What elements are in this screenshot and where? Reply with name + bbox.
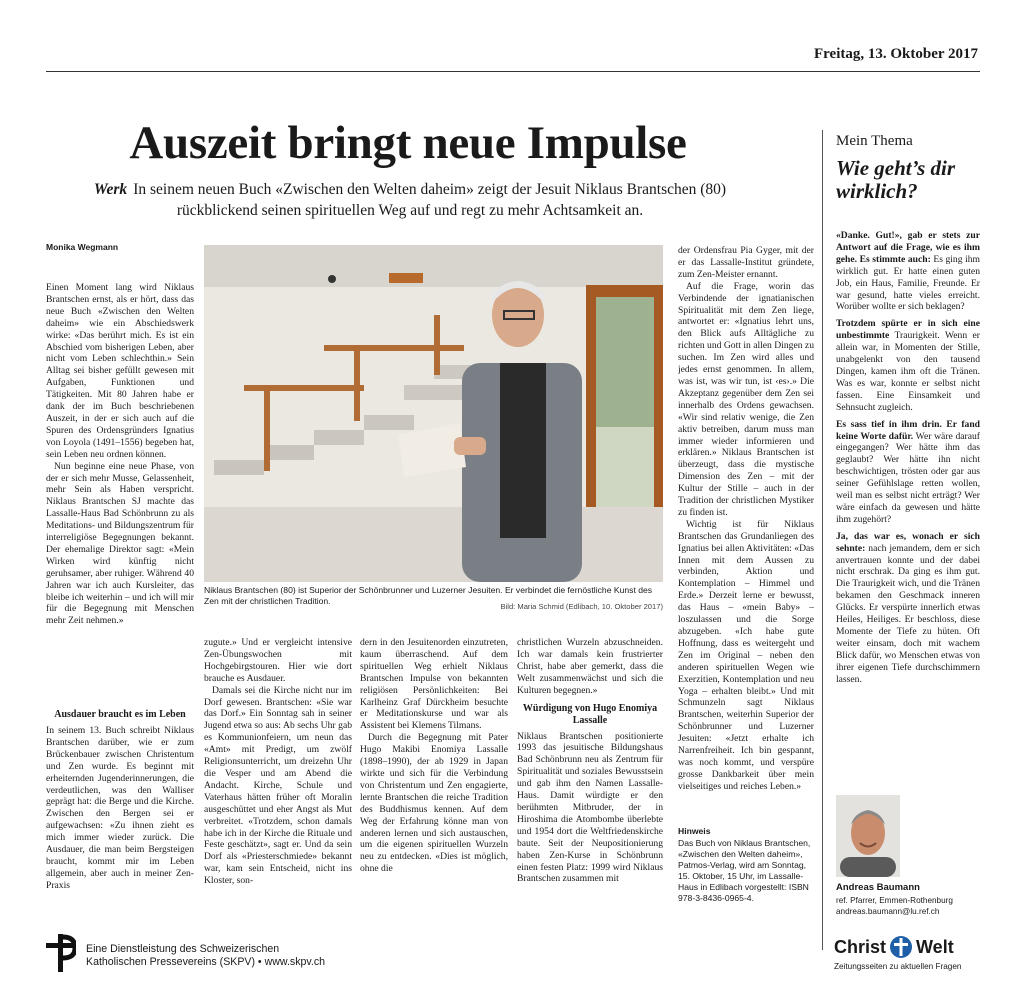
kicker: Werk xyxy=(93,181,128,198)
subheading: Ausdauer braucht es im Leben xyxy=(54,709,186,720)
hint-box xyxy=(678,826,814,904)
author-role: ref. Pfarrer, Emmen-Rothenburg xyxy=(836,896,953,905)
sidebar-paragraph xyxy=(836,531,980,686)
paragraph: dern in den Jesuitenorden einzutreten, kaum überraschend. Auf dem spirituellen Weg erhielt Niklaus Brantschen Impulse von bekannten religiösen Persönlichkeiten: Bei Karlheinz Graf Dürckheim besuchte er Meditationskurse und war als Assistent bei Klemens Tilmans. xyxy=(360,637,508,732)
article-column-3 xyxy=(360,637,508,937)
paragraph: der Ordensfrau Pia Gyger, mit der er das Lassalle-Institut gründete, zum Zen-Meister ernannt. xyxy=(678,245,814,280)
article-column-4 xyxy=(517,637,663,937)
paragraph: zugute.» Und er vergleicht intensive Zen-Übungswochen mit Hochgebirgstouren. Hier wie dort brauche es Ausdauer. xyxy=(204,637,352,684)
date-line: Freitag, 13. Oktober 2017 xyxy=(813,46,978,62)
sidebar-lead-in: Es sass tief in ihm drin. Er fand keine Worte dafür. xyxy=(836,418,980,442)
paragraph: christlichen Wurzeln abzuschneiden. Ich war damals kein frustrierter Christ, habe aber gemerkt, dass die Welt zusammenwächst und sich die Kulturen begegnen.» xyxy=(517,637,663,696)
sidebar-divider xyxy=(822,130,823,950)
author-email: andreas.baumann@lu.ref.ch xyxy=(836,906,940,916)
sidebar-author-role xyxy=(836,896,986,917)
lead xyxy=(60,179,760,221)
footer-line-2: Katholischen Pressevereins (SKPV) • www.skpv.ch xyxy=(86,956,326,968)
sidebar-lead-in: Trotzdem spürte er in sich eine unbestimmte xyxy=(836,318,980,342)
sidebar-paragraph xyxy=(836,318,980,413)
sidebar-text: Traurigkeit. Wenn er allein war, in Momenten der Stille, unabgelenkt von den tausend Dingen, kamen ihm oft die Tränen. Was es war, konnte er selbst nicht fassen. Eine Einsamkeit und Sehnsucht zugleich. xyxy=(836,330,980,413)
photo-caption: Niklaus Brantschen (80) ist Superior der Schönbrunner und Luzerner Jesuiten. Er verbindet die fernöstliche Kunst des Zen mit der christlichen Tradition. xyxy=(204,585,653,606)
subheading: Würdigung von Hugo Enomiya Lassalle xyxy=(522,702,658,726)
lead-text: In seinem neuen Buch «Zwischen den Welten daheim» zeigt der Jesuit Niklaus Brantschen (80) rückblickend seinen spirituellen Weg auf und regt zu mehr Achtsamkeit an. xyxy=(133,181,727,219)
author-line: Monika Wegmann xyxy=(46,242,119,252)
skpv-logo-icon xyxy=(46,934,76,972)
sidebar-title: Wie geht’s dir wirklich? xyxy=(836,156,955,203)
sidebar-body xyxy=(836,230,980,691)
top-rule xyxy=(46,71,980,72)
paragraph: Auf die Frage, worin das Verbindende der ignatianischen Spiritualität mit dem Zen liege, antwortet er: «Ignatius lehrt uns, den Blick aufs Alltägliche zu richten und Gott in allen Dingen zu suchen. Im Zen wird alles und jedes ernst genommen. In allem, was ist, was wir tun, ist ‹es›.» Die Akzeptanz gegenüber dem Zen sei innerhalb des Ordens gewachsen. «Wir sind relativ wenige, die Zen aktiv betreiben, darum muss man immer wieder informieren und erklären.» Niklaus Brantschen ist überzeugt, dass die mystische Dimension des Zen – mit der Kultur der Stille – auch in der Tradition der christlichen Mystiker zu finden ist. xyxy=(678,280,814,518)
article-column-2 xyxy=(204,637,352,937)
sidebar-lead-in: Ja, das war es, wonach er sich sehnte: xyxy=(836,530,980,554)
article-column-5 xyxy=(678,245,814,815)
paragraph: Einen Moment lang wird Niklaus Brantschen ernst, als er hört, dass das neue Buch «Zwischen den Welten daheim» wie ein Abschiedswerk wirke: «Das berührt mich. Es ist ein Abschied vom bisherigen Leben, aber nicht vom Leben schlechthin.» Sein Alltag sei bisher gefüllt gewesen mit Aufgaben, Funktionen und Tätigkeiten. Mit 80 Jahren habe er dank der im Buch beschriebenen Auszeit, in der er sich auch auf die Spuren des Ordensgründers Ignatius von Loyola (1491–1556) begeben hat, sein Leben neu ordnen können. xyxy=(46,282,194,460)
christ-welt-logo xyxy=(834,935,984,971)
paragraph: Durch die Begegnung mit Pater Hugo Makibi Enomiya Lassalle (1898–1990), der ab 1929 in Japan wirkte und sich für die Verbindung von Christentum und Zen engagierte, lernte Brantschen die reiche Tradition des Buddhismus kennen. Auf dem Weg der Erfahrung könne man von anderen lernen und sich austauschen, um die eigenen spirituellen Wurzeln neu zu entdecken. «Dies ist möglich, ohne die xyxy=(360,732,508,875)
paragraph: In seinem 13. Buch schreibt Niklaus Brantschen darüber, wie er zum Brückenbauer zwischen Christentum und Zen wurde. Es beginnt mit erheiternden Jugenderinnerungen, die verdeutlichen, was den Walliser geprägt hat: die Berge und die Kirche. Zwischen den Bergen sei er aufgewachsen: «Zu ihnen zieht es mich immer wieder zurück. Die Ausdauer, die man beim Bergsteigen braucht, kommt mir im Leben allgemein, aber auch in meiner Zen-Praxis xyxy=(46,725,194,891)
avatar-image xyxy=(836,795,900,877)
globe-cross-icon xyxy=(889,935,913,959)
article-photo xyxy=(204,245,663,582)
photo-image xyxy=(204,245,663,582)
headline: Auszeit bringt neue Impulse xyxy=(129,117,687,169)
paragraph: Niklaus Brantschen positionierte 1993 das jesuitische Bildungshaus Bad Schönbrunn neu als Zentrum für Spiritualität und soziales Bewusstsein und gab ihm den Namen Lassalle-Haus. Damit würdigte er den berühmten Mitbruder, der in Hiroshima die Atombombe überlebte und 1954 dort die Weltfriedenskirche baute. Seit der Neupositionierung haben Zen-Kurse in Schönbrunn einen festen Platz: 1999 wird Niklaus Brantschen zusammen mit xyxy=(517,730,663,885)
brand-left: Christ xyxy=(834,936,887,957)
article-column-1-bottom xyxy=(46,703,194,943)
brand-subtitle: Zeitungsseiten zu aktuellen Fragen xyxy=(834,962,962,971)
sidebar-author-name: Andreas Baumann xyxy=(836,882,920,893)
sidebar-paragraph xyxy=(836,419,980,526)
footer-line-1: Eine Dienstleistung des Schweizerischen xyxy=(86,943,280,955)
hint-title: Hinweis xyxy=(678,826,711,836)
article-column-1 xyxy=(46,282,194,700)
sidebar-text: nach jemandem, dem er sich anvertrauen konnte und der dabei nicht erschrak. Da ging es ihm gut. Die Traurigkeit wich, und die Tränen bekamen den Geschmack inneren Glücks. Er verspürte innerlich etwas Heiles, Heiliges. Er beschloss, diese Momente der Tiefe zu hüten. Oft weiter einsam, doch mit wachem Blick dafür, wo Menschen etwas von ihrer eigenen Tiefe durchschimmern lassen. xyxy=(836,542,980,685)
brand-right: Welt xyxy=(916,936,954,957)
sidebar-lead-in: «Danke. Gut!», gab er stets zur Antwort auf die Frage, wie es ihm gehe. Es stimmte auch: xyxy=(836,230,980,265)
footer-text xyxy=(86,943,325,969)
author-avatar xyxy=(836,795,900,877)
paragraph: Wichtig ist für Niklaus Brantschen das Grundanliegen des Ignatius bei allen Aktivitäten: «Das Innen mit dem Aussen zu verbinden, Aktion und Kontemplation – Himmel und Erde.» Derzeit lerne er bewusst, das Haus – «mein Baby» – loszulassen und die Sorge abzugeben. «Ich habe gute Hoffnung, dass es weitergeht und Zen im Original – neben den anderen spirituellen Wegen wie Exerzitien, Kontemplation und neu Yoga – erhalten bleibt.» Und mit Schmunzeln sagt Niklaus Brantschen, weiterhin Superior der Schönbrunner und Luzerner Jesuiten: «Jetzt erhalte ich Narrenfreiheit. Ich bin gespannt, was noch kommt, und verspüre grosse Dankbarkeit über mein vielseitiges und reiches Leben.» xyxy=(678,518,814,792)
sidebar-text: Es ging ihm wirklich gut. Er hatte einen guten Job, ein Haus, Familie, Freunde. Er war gesund, hatte vieles erreicht. Worüber wollte er sich beklagen? xyxy=(836,253,980,313)
sidebar-text: Wer wäre darauf eingegangen? Wer hätte ihm das geglaubt? Wer hätte ihn nicht beschwichtigen, trösten oder gar aus seiner Gefühlslage retten wollen, weil man es selbst nicht erträgt? Wer wäre einfach da gewesen und hätte ihm zugehört? xyxy=(836,430,980,525)
paragraph: Nun beginne eine neue Phase, von der er sich mehr Musse, Gelassenheit, mehr Sein als Haben verspricht. Niklaus Brantschen SJ machte das Lassalle-Haus Bad Schönbrunn zu als Meditations- und Bildungszentrum für interreligiöse Begegnungen bekannt. Der ehemalige Direktor sagt: «Mein Wirken wird künftig nicht geruhsamer, aber ruhiger. Während 40 Jahren war ich auch Kursleiter, das bleibe ich weiterhin – und ich will mir für die Begegnung mit Menschen mehr Zeit nehmen.» xyxy=(46,460,194,627)
brand-wordmark xyxy=(834,935,984,959)
sidebar-kicker: Mein Thema xyxy=(836,133,913,149)
sidebar-paragraph xyxy=(836,230,980,313)
photo-credit: Bild: Maria Schmid (Edlibach, 10. Oktober 2017) xyxy=(500,602,663,611)
paragraph: Damals sei die Kirche nicht nur im Dorf gewesen. Brantschen: «Sie war das Dorf.» Ein Sonntag sah in seiner Jugend etwa so aus: Ab sechs Uhr gab es Kommunionfeiern, um neun das «Amt» mit Predigt, um zwölf Religionsunterricht, um dreizehn Uhr die Vesper und am Abend die Andacht. Kirche, Schule und Vaterhaus hätten früher oft Moralin ausgeschüttet und eher Angst als Mut verbreitet. «Trotzdem, schon damals habe ich in der Kirche die Rituale und Feste geschätzt», sagt er. Und da sein Dorf als «Priesterschmiede» bekannt war, kam sein Entscheid, nicht ins Kloster, son- xyxy=(204,684,352,887)
hint-text: Das Buch von Niklaus Brantschen, «Zwischen den Welten daheim», Patmos-Verlag, wird am Sonntag, 15. Oktober, 15 Uhr, im Lassalle-Haus in Edlibach vorgestellt: ISBN 978-3-8436-0965-4. xyxy=(678,838,811,903)
